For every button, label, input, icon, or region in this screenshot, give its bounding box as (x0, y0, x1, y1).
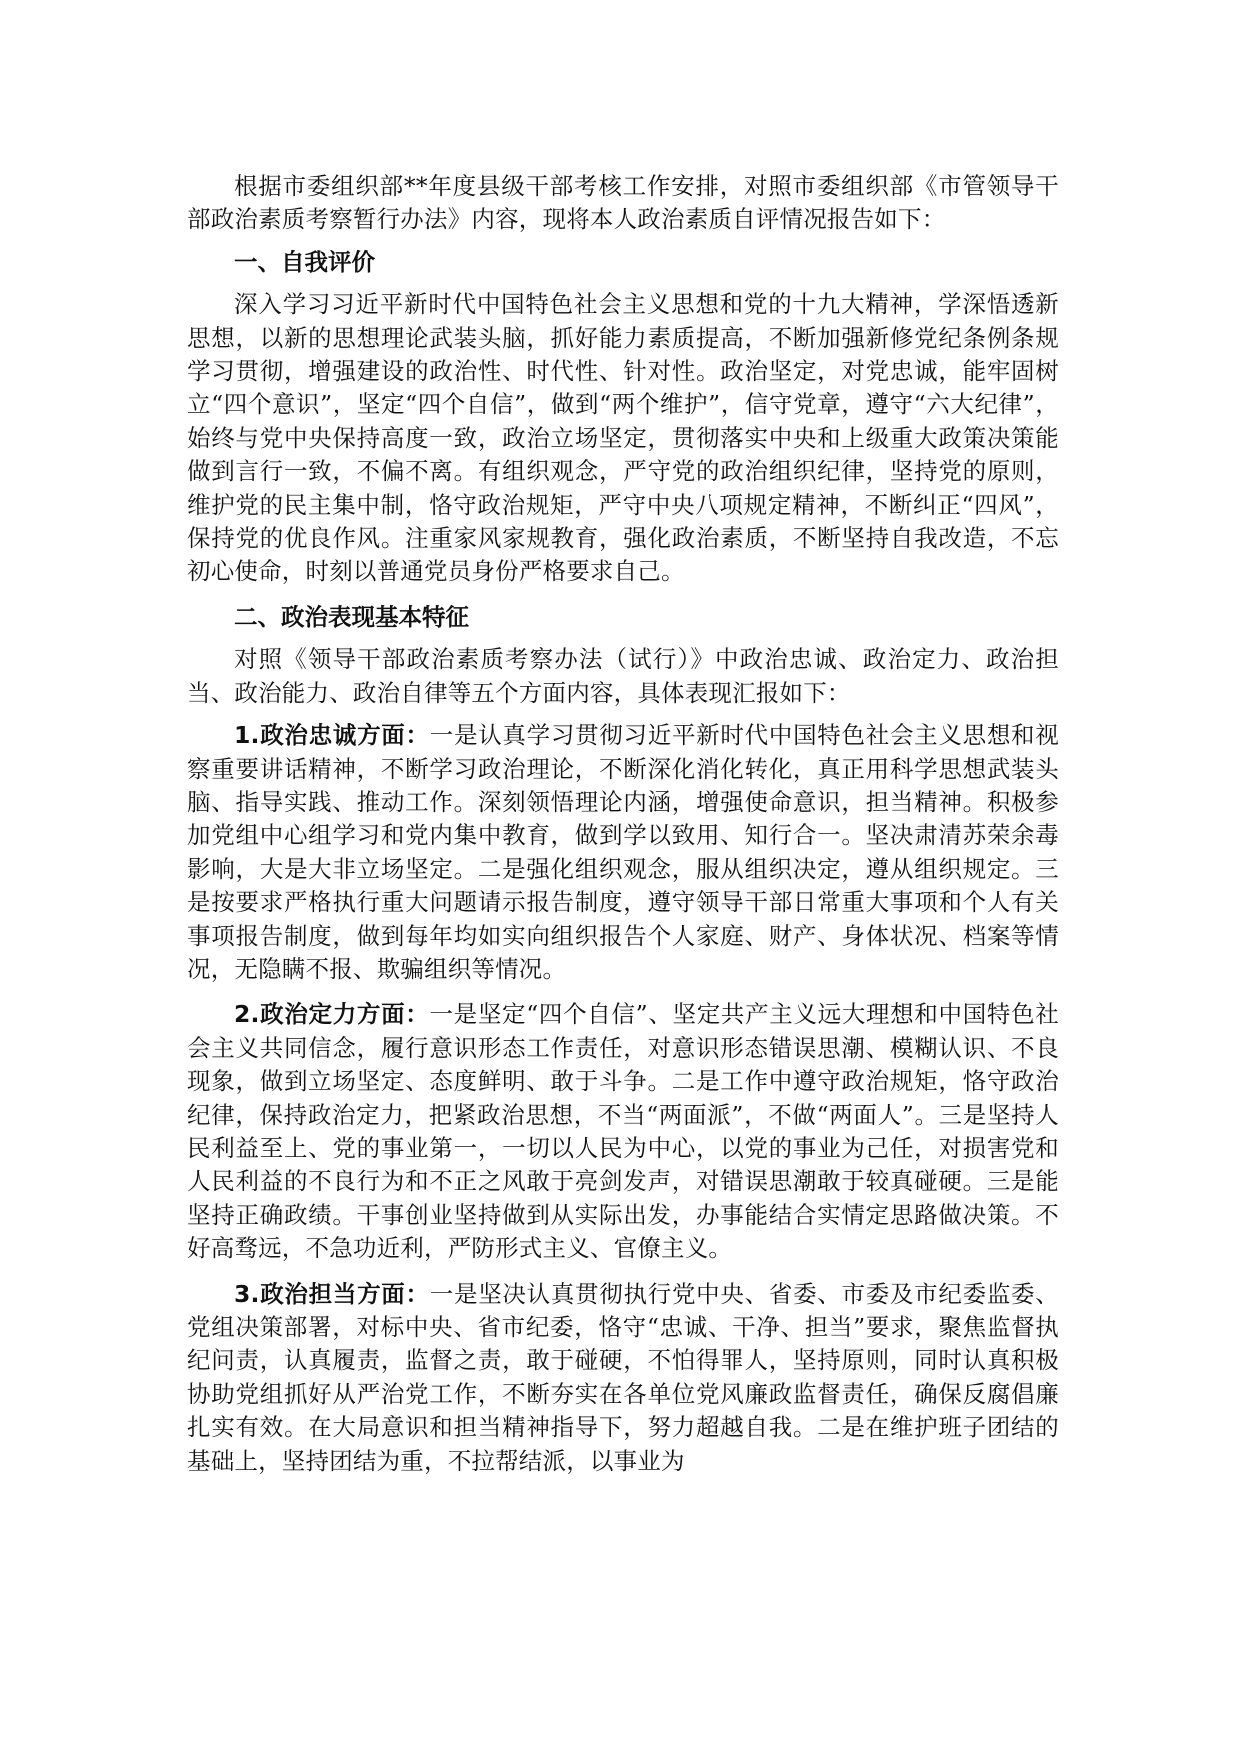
item-text: 一是认真学习贯彻习近平新时代中国特色社会主义思想和视察重要讲话精神，不断学习政治理论，不断深化消化转化，真正用科学思想武装头脑、指导实践、推动工作。深刻领悟理论内涵，增强使命意识，担当精神。积极参加党组中心组学习和党内集中教育，做到学以致用、知行合一。坚决肃清苏荣余毒影响，大是大非立场坚定。二是强化组织观念，服从组织决定，遵从组织规定。三是按要求严格执行重大问题请示报告制度，遵守领导干部日常重大事项和个人有关事项报告制度，做到每年均如实向组织报告个人家庭、财产、身体状况、档案等情况，无隐瞒不报、欺骗组织等情况。 (187, 721, 1059, 983)
document-page (187, 170, 1059, 1478)
spacer (187, 237, 1059, 246)
item-lead: 1.政治忠诚方面： (234, 721, 430, 750)
spacer (187, 1266, 1059, 1278)
item-text: 一是坚定“四个自信”、坚定共产主义远大理想和中国特色社会主义共同信念，履行意识形态工作责任，对意识形态错误思潮、模糊认识、不良现象，做到立场坚定、态度鲜明、敢于斗争。二是工作中遵守政治规矩，恪守政治纪律，保持政治定力，把紧政治思想，不当“两面派”，不做“两面人”。三是坚持人民利益至上、党的事业第一，一切以人民为中心，以党的事业为己任，对损害党和人民利益的不良行为和不正之风敢于亮剑发声，对错误思潮敢于较真碰硬。三是能坚持正确政绩。干事创业坚持做到从实际出发，办事能结合实情定思路做决策。不好高骛远，不急功近利，严防形式主义、官僚主义。 (187, 1000, 1059, 1263)
spacer (187, 986, 1059, 998)
spacer (187, 279, 1059, 288)
spacer (187, 589, 1059, 601)
spacer (187, 634, 1059, 643)
political-traits-intro: 对照《领导干部政治素质考察办法（试行）》中政治忠诚、政治定力、政治担当、政治能力、政治自律等五个方面内容，具体表现汇报如下： (187, 645, 1059, 707)
self-evaluation-paragraph: 深入学习习近平新时代中国特色社会主义思想和党的十九大精神，学深悟透新思想，以新的思想理论武装头脑，抓好能力素质提高，不断加强新修党纪条例条规学习贯彻，增强建设的政治性、时代性、针对性。政治坚定，对党忠诚，能牢固树立“四个意识”，坚定“四个自信”，做到“两个维护”，信守党章，遵守“六大纪律”，始终与党中央保持高度一致，政治立场坚定，贯彻落实中央和上级重大政策决策能做到言行一致，不偏不离。有组织观念，严守党的政治组织纪律，坚持党的原则，维护党的民主集中制，恪守政治规矩，严守中央八项规定精神，不断纠正“四风”，保持党的优良作风。注重家风家规教育，强化政治素质，不断坚持自我改造，不忘初心使命，时刻以普通党员身份严格要求自己。 (187, 290, 1059, 586)
item-political-resolve (187, 998, 1059, 1265)
item-lead: 3.政治担当方面： (234, 1279, 430, 1308)
item-political-loyalty (187, 719, 1059, 986)
spacer (187, 710, 1059, 719)
intro-paragraph: 根据市委组织部**年度县级干部考核工作安排，对照市委组织部《市管领导干部政治素质考察暂行办法》内容，现将本人政治素质自评情况报告如下： (187, 172, 1059, 234)
item-text: 一是坚决认真贯彻执行党中央、省委、市委及市纪委监委、党组决策部署，对标中央、省市纪委，恪守“忠诚、干净、担当”要求，聚焦监督执纪问责，认真履责，监督之责，敢于碰硬，不怕得罪人，坚持原则，同时认真积极协助党组抓好从严治党工作，不断夯实在各单位党风廉政监督责任，确保反腐倡廉扎实有效。在大局意识和担当精神指导下，努力超越自我。二是在维护班子团结的基础上，坚持团结为重，不拉帮结派，以事业为 (187, 1279, 1059, 1475)
section-heading-political-traits: 二、政治表现基本特征 (234, 602, 469, 631)
item-political-responsibility (187, 1278, 1059, 1478)
item-lead: 2.政治定力方面： (234, 1000, 430, 1029)
section-heading-self-evaluation: 一、自我评价 (234, 247, 375, 276)
